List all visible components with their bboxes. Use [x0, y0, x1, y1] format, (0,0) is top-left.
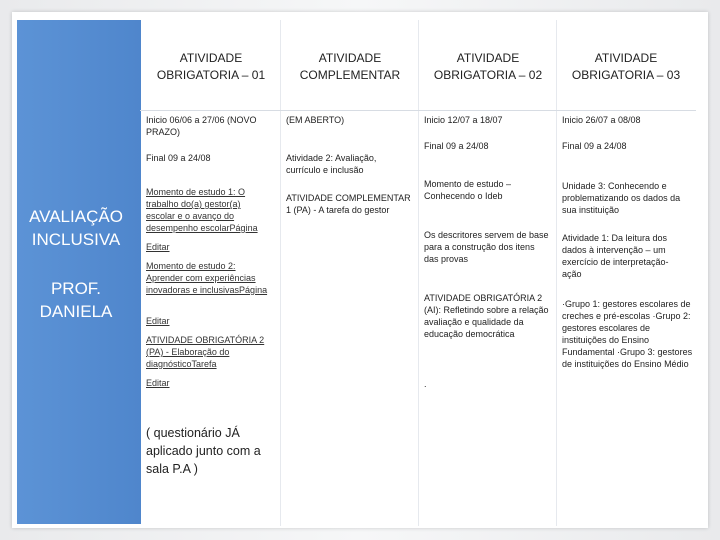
col2-complementary-activity: ATIVIDADE COMPLEMENTAR 1 (PA) - A tarefa do gestor: [286, 193, 411, 215]
col4-start-date: Inicio 26/07 a 08/08: [562, 115, 641, 125]
header-divider: [140, 110, 696, 111]
column-divider: [280, 20, 281, 526]
header-obrigatoria-01: ATIVIDADE OBRIGATORIA – 01: [156, 51, 266, 82]
col3-descritores: Os descritores servem de base para a construção dos itens das provas: [424, 230, 549, 264]
col1-start-date: Inicio 06/06 a 27/06 (NOVO PRAZO): [146, 115, 257, 137]
edit-link-2[interactable]: Editar: [146, 316, 170, 326]
col3-end-date: Final 09 a 24/08: [424, 141, 489, 151]
sidebar-teacher: PROF. DANIELA: [39, 279, 113, 321]
col1-end-date: Final 09 a 24/08: [146, 153, 211, 163]
col4-activity-1: Atividade 1: Da leitura dos dados à intervenção – um exercício de interpretação-ação: [562, 233, 669, 279]
col3-mandatory-2: ATIVIDADE OBRIGATÓRIA 2 (AI): Refletindo sobre a relação avaliação e qualidade da educação democrática: [424, 293, 549, 339]
col2-activity-2: Atividade 2: Avaliação, currículo e inclusão: [286, 153, 377, 175]
moment-1-link[interactable]: Momento de estudo 1: O trabalho do(a) gestor(a) escolar e o avanço do desempenho escolarPágina: [146, 187, 258, 233]
mandatory-2-task-link[interactable]: ATIVIDADE OBRIGATÓRIA 2 (PA) - Elaboração do diagnósticoTarefa: [146, 335, 265, 369]
header-obrigatoria-02: ATIVIDADE OBRIGATORIA – 02: [433, 51, 543, 82]
col3-dot: .: [424, 379, 427, 389]
col2-status: (EM ABERTO): [286, 115, 345, 125]
col4-unit-3: Unidade 3: Conhecendo e problematizando os dados da sua instituição: [562, 181, 681, 215]
column-divider: [418, 20, 419, 526]
sidebar-panel: [14, 20, 141, 524]
col4-end-date: Final 09 a 24/08: [562, 141, 627, 151]
column-divider: [556, 20, 557, 526]
moment-2-link[interactable]: Momento de estudo 2: Aprender com experiências inovadoras e inclusivasPágina: [146, 261, 268, 295]
edit-link-3[interactable]: Editar: [146, 378, 170, 388]
header-obrigatoria-03: ATIVIDADE OBRIGATORIA – 03: [571, 51, 681, 82]
sidebar-title: AVALIAÇÃO INCLUSIVA: [29, 207, 123, 249]
edit-link-1[interactable]: Editar: [146, 242, 170, 252]
col3-moment: Momento de estudo – Conhecendo o Ideb: [424, 179, 512, 201]
col3-start-date: Inicio 12/07 a 18/07: [424, 115, 503, 125]
questionnaire-note: ( questionário JÁ aplicado junto com a sala P.A ): [146, 426, 261, 476]
col4-groups: ·Grupo 1: gestores escolares de creches e pré-escolas ·Grupo 2: gestores escolares de instituições do Ensino Fundamental ·Grupo 3: gestores de instituições do Ensino Médio: [562, 299, 693, 369]
header-complementar: ATIVIDADE COMPLEMENTAR: [299, 51, 401, 82]
